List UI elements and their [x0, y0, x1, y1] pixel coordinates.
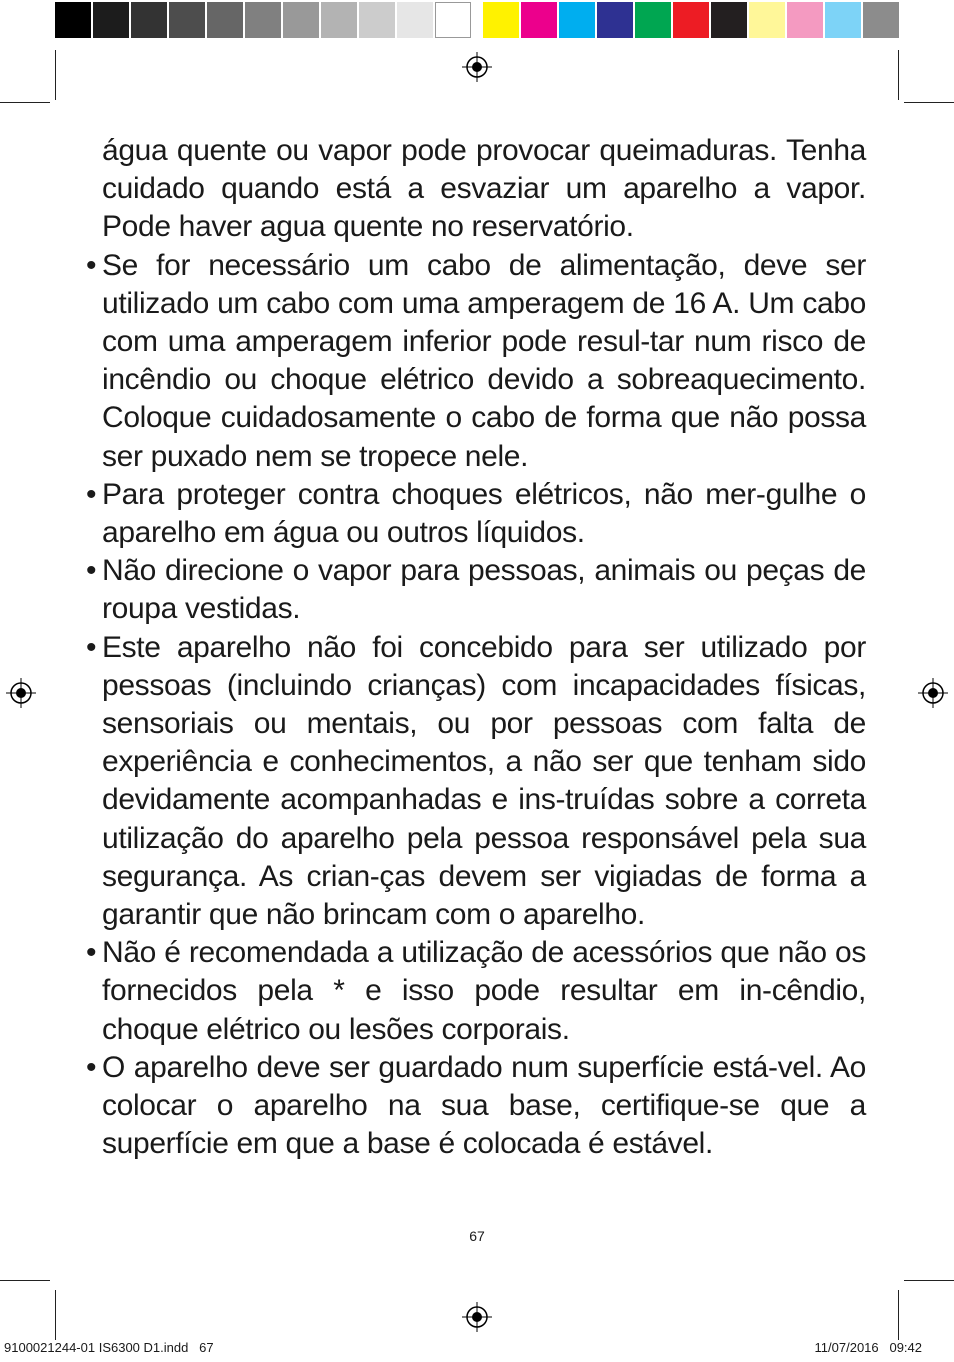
- process-color-bar: [483, 2, 901, 38]
- color-swatch: [245, 2, 281, 38]
- continuation-paragraph: água quente ou vapor pode provocar queimaduras. Tenha cuidado quando está a esvaziar um aparelho a vapor. Pode haver agua quente no reservatório.: [102, 134, 866, 244]
- crop-mark: [0, 102, 50, 103]
- color-swatch: [435, 2, 471, 38]
- bullet-supervision: • Este aparelho não foi concebido para ser utilizado por pessoas (incluindo crianças) com incapacidades físicas, sensoriais ou mentais, ou por pessoas com falta de experiência e conhecimentos, a não ser que tenham sido devidamente acompanhadas e ins-truídas sobre a correta utilização do aparelho pela pessoa responsável pela sua segurança. As crian-ças devem ser vigiadas de forma a garantir que não brincam com o aparelho.: [86, 629, 866, 935]
- color-swatch: [55, 2, 91, 38]
- crop-mark: [0, 1280, 50, 1281]
- registration-mark-icon: [6, 678, 36, 708]
- bullet-water-immersion: • Para proteger contra choques elétricos, não mer-gulhe o aparelho em água ou outros líquidos.: [86, 476, 866, 552]
- color-swatch: [787, 2, 823, 38]
- crop-mark: [904, 102, 954, 103]
- color-swatch: [321, 2, 357, 38]
- color-swatch: [283, 2, 319, 38]
- crop-mark: [898, 1290, 899, 1340]
- color-swatch: [131, 2, 167, 38]
- color-swatch: [169, 2, 205, 38]
- safety-instructions-text: [86, 132, 866, 1163]
- crop-mark: [904, 1280, 954, 1281]
- crop-mark: [55, 1290, 56, 1340]
- color-swatch: [559, 2, 595, 38]
- registration-mark-icon: [918, 678, 948, 708]
- color-swatch: [397, 2, 433, 38]
- color-swatch: [863, 2, 899, 38]
- bullet-stable-surface: • O aparelho deve ser guardado num superfície está-vel. Ao colocar o aparelho na sua base, certifique-se que a superfície em que a base é colocada é estável.: [86, 1049, 866, 1164]
- crop-mark: [898, 50, 899, 100]
- grayscale-color-bar: [55, 2, 473, 38]
- crop-mark: [55, 50, 56, 100]
- date-slug: 11/07/2016 09:42: [814, 1340, 922, 1355]
- file-slug: 9100021244-01 IS6300 D1.indd 67: [4, 1340, 214, 1355]
- page-number: 67: [469, 1228, 485, 1244]
- bullet-accessories: • Não é recomendada a utilização de acessórios que não os fornecidos pela * e isso pode resultar em in-cêndio, choque elétrico ou lesões corporais.: [86, 934, 866, 1049]
- bullet-extension-cable: • Se for necessário um cabo de alimentação, deve ser utilizado um cabo com uma amperagem de 16 A. Um cabo com uma amperagem inferior pode resul-tar num risco de incêndio ou choque elétrico devido a sobreaquecimento. Coloque cuidadosamente o cabo de forma que não possa ser puxado nem se tropece nele.: [86, 247, 866, 476]
- bullet-steam-direction: • Não direcione o vapor para pessoas, animais ou peças de roupa vestidas.: [86, 552, 866, 628]
- color-swatch: [521, 2, 557, 38]
- color-swatch: [597, 2, 633, 38]
- color-swatch: [825, 2, 861, 38]
- color-swatch: [673, 2, 709, 38]
- color-swatch: [93, 2, 129, 38]
- registration-mark-icon: [462, 1302, 492, 1332]
- color-swatch: [359, 2, 395, 38]
- color-swatch: [207, 2, 243, 38]
- registration-mark-icon: [462, 52, 492, 82]
- color-swatch: [483, 2, 519, 38]
- color-swatch: [749, 2, 785, 38]
- color-swatch: [711, 2, 747, 38]
- color-swatch: [635, 2, 671, 38]
